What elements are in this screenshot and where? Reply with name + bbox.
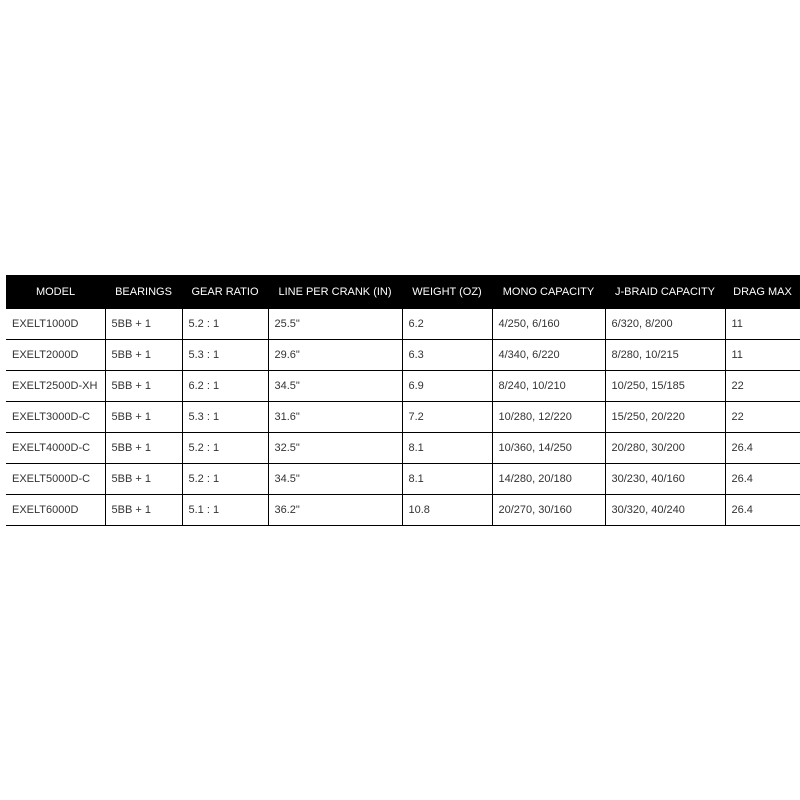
header-drag-max: DRAG MAX (725, 275, 800, 309)
cell-drag-max: 22 (725, 371, 800, 402)
cell-jbraid-capacity: 15/250, 20/220 (605, 402, 725, 433)
cell-jbraid-capacity: 30/230, 40/160 (605, 464, 725, 495)
cell-line-per-crank: 36.2" (268, 495, 402, 526)
cell-drag-max: 11 (725, 309, 800, 340)
header-mono-capacity: MONO CAPACITY (492, 275, 605, 309)
cell-drag-max: 11 (725, 340, 800, 371)
cell-weight: 6.2 (402, 309, 492, 340)
cell-line-per-crank: 34.5" (268, 371, 402, 402)
cell-gear-ratio: 5.3 : 1 (182, 402, 268, 433)
cell-jbraid-capacity: 8/280, 10/215 (605, 340, 725, 371)
cell-model: EXELT2000D (6, 340, 105, 371)
cell-line-per-crank: 29.6" (268, 340, 402, 371)
cell-mono-capacity: 20/270, 30/160 (492, 495, 605, 526)
table-row (6, 340, 800, 371)
cell-bearings: 5BB + 1 (105, 371, 182, 402)
header-jbraid-capacity: J-BRAID CAPACITY (605, 275, 725, 309)
header-bearings: BEARINGS (105, 275, 182, 309)
cell-bearings: 5BB + 1 (105, 340, 182, 371)
table-row (6, 402, 800, 433)
cell-mono-capacity: 4/250, 6/160 (492, 309, 605, 340)
cell-model: EXELT5000D-C (6, 464, 105, 495)
cell-line-per-crank: 32.5" (268, 433, 402, 464)
cell-model: EXELT1000D (6, 309, 105, 340)
cell-gear-ratio: 5.3 : 1 (182, 340, 268, 371)
cell-bearings: 5BB + 1 (105, 433, 182, 464)
cell-model: EXELT4000D-C (6, 433, 105, 464)
table-row (6, 433, 800, 464)
table-row (6, 495, 800, 526)
cell-model: EXELT2500D-XH (6, 371, 105, 402)
cell-model: EXELT3000D-C (6, 402, 105, 433)
cell-line-per-crank: 34.5" (268, 464, 402, 495)
cell-jbraid-capacity: 20/280, 30/200 (605, 433, 725, 464)
header-model: MODEL (6, 275, 105, 309)
cell-jbraid-capacity: 30/320, 40/240 (605, 495, 725, 526)
cell-jbraid-capacity: 10/250, 15/185 (605, 371, 725, 402)
cell-gear-ratio: 5.1 : 1 (182, 495, 268, 526)
cell-mono-capacity: 4/340, 6/220 (492, 340, 605, 371)
cell-weight: 7.2 (402, 402, 492, 433)
cell-mono-capacity: 10/360, 14/250 (492, 433, 605, 464)
table-row (6, 309, 800, 340)
cell-mono-capacity: 14/280, 20/180 (492, 464, 605, 495)
header-gear-ratio: GEAR RATIO (182, 275, 268, 309)
cell-gear-ratio: 5.2 : 1 (182, 464, 268, 495)
spec-table (6, 275, 800, 526)
cell-drag-max: 26.4 (725, 464, 800, 495)
cell-bearings: 5BB + 1 (105, 402, 182, 433)
cell-model: EXELT6000D (6, 495, 105, 526)
cell-line-per-crank: 31.6" (268, 402, 402, 433)
cell-bearings: 5BB + 1 (105, 309, 182, 340)
cell-weight: 6.9 (402, 371, 492, 402)
cell-gear-ratio: 6.2 : 1 (182, 371, 268, 402)
cell-weight: 8.1 (402, 464, 492, 495)
cell-bearings: 5BB + 1 (105, 464, 182, 495)
cell-weight: 8.1 (402, 433, 492, 464)
cell-bearings: 5BB + 1 (105, 495, 182, 526)
header-weight: WEIGHT (OZ) (402, 275, 492, 309)
cell-mono-capacity: 8/240, 10/210 (492, 371, 605, 402)
cell-gear-ratio: 5.2 : 1 (182, 309, 268, 340)
cell-drag-max: 26.4 (725, 433, 800, 464)
cell-jbraid-capacity: 6/320, 8/200 (605, 309, 725, 340)
table-row (6, 464, 800, 495)
table-row (6, 371, 800, 402)
cell-drag-max: 26.4 (725, 495, 800, 526)
header-row (6, 275, 800, 309)
cell-line-per-crank: 25.5" (268, 309, 402, 340)
cell-drag-max: 22 (725, 402, 800, 433)
cell-weight: 6.3 (402, 340, 492, 371)
cell-mono-capacity: 10/280, 12/220 (492, 402, 605, 433)
cell-gear-ratio: 5.2 : 1 (182, 433, 268, 464)
cell-weight: 10.8 (402, 495, 492, 526)
header-line-per-crank: LINE PER CRANK (IN) (268, 275, 402, 309)
